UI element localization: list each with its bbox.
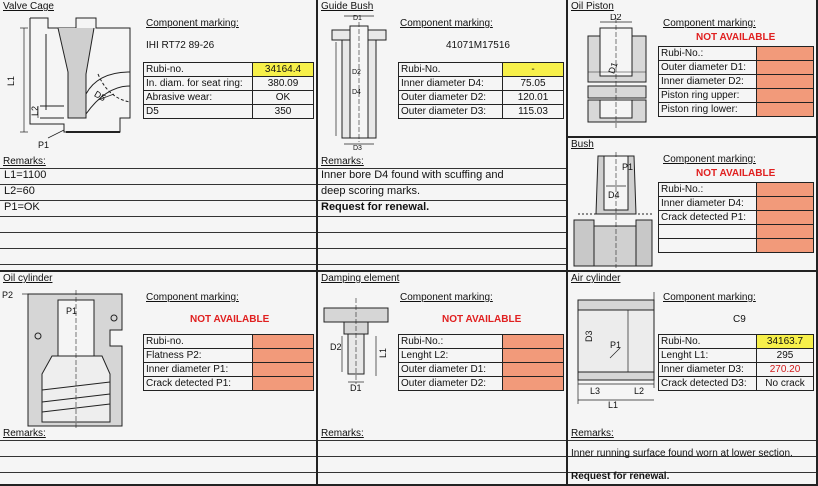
p1-label: P1 xyxy=(610,340,622,350)
component-marking-value: IHI RT72 89-26 xyxy=(146,40,215,51)
d1-label: D1 xyxy=(353,15,362,22)
table-row xyxy=(399,63,564,77)
row-label: Outer diameter D3: xyxy=(399,105,503,119)
row-value[interactable] xyxy=(253,335,314,349)
table-row xyxy=(144,363,314,377)
remark-line-3: Request for renewal. xyxy=(321,201,430,213)
row-label: Outer diameter D1: xyxy=(659,61,757,75)
oil-piston-table xyxy=(658,46,814,117)
row-label: Inner diameter P1: xyxy=(144,363,253,377)
component-marking-label: Component marking: xyxy=(146,292,239,303)
valve-cage-panel xyxy=(0,0,318,272)
panel-title: Damping element xyxy=(321,273,400,284)
remarks-label: Remarks: xyxy=(3,428,46,439)
table-row xyxy=(144,105,314,119)
row-label: Lenght L1: xyxy=(659,349,757,363)
damping-element-panel xyxy=(318,272,568,486)
row-label: Rubi-No.: xyxy=(659,47,757,61)
component-marking-label: Component marking: xyxy=(146,18,239,29)
row-value[interactable] xyxy=(757,47,814,61)
remark-line-3: P1=OK xyxy=(4,201,40,213)
air-cylinder-table xyxy=(658,334,814,391)
remark-line-1: L1=1100 xyxy=(4,169,47,181)
d1-label: D1 xyxy=(606,60,620,76)
row-value[interactable] xyxy=(503,349,564,363)
row-value[interactable]: 295 xyxy=(757,349,814,363)
row-label: Piston ring upper: xyxy=(659,89,757,103)
row-label: Rubi-no. xyxy=(144,63,253,77)
remarks-label: Remarks: xyxy=(321,428,364,439)
valve-cage-drawing xyxy=(2,14,142,164)
row-label: Crack detected P1: xyxy=(659,211,757,225)
row-value[interactable]: 350 xyxy=(253,105,314,119)
oil-cylinder-panel xyxy=(0,272,318,486)
remark-line-1: Inner running surface found worn at lower section. xyxy=(571,448,793,459)
l1-label: L1 xyxy=(6,75,16,86)
d2-label: D2 xyxy=(330,342,342,352)
table-row xyxy=(659,335,814,349)
d3-label: D3 xyxy=(353,145,362,152)
row-label: Piston ring lower: xyxy=(659,103,757,117)
component-marking-value: NOT AVAILABLE xyxy=(190,314,270,325)
oil-cylinder-table xyxy=(143,334,314,391)
row-label: Inner diameter D2: xyxy=(659,75,757,89)
row-value[interactable]: 270.20 xyxy=(757,363,814,377)
table-row xyxy=(659,103,814,117)
l2-label: L2 xyxy=(634,386,645,396)
table-row xyxy=(144,349,314,363)
component-marking-label: Component marking: xyxy=(663,18,756,29)
oil-cylinder-drawing xyxy=(2,286,142,434)
row-value[interactable] xyxy=(253,363,314,377)
table-row xyxy=(144,91,314,105)
row-label: Rubi-No.: xyxy=(399,335,503,349)
row-label: Outer diameter D1: xyxy=(399,363,503,377)
l2-label: L2 xyxy=(30,105,40,116)
row-label: Inner diameter D4: xyxy=(399,77,503,91)
row-label: Rubi-no. xyxy=(144,335,253,349)
remarks-lines xyxy=(0,168,316,265)
table-row xyxy=(399,105,564,119)
remarks-label: Remarks: xyxy=(3,156,46,167)
row-label: Outer diameter D2: xyxy=(399,91,503,105)
row-value[interactable] xyxy=(503,377,564,391)
remarks-lines xyxy=(318,168,566,265)
remark-line-2: Request for renewal. xyxy=(571,471,670,482)
row-value[interactable]: 115.03 xyxy=(503,105,564,119)
table-row xyxy=(659,61,814,75)
panel-title: Oil cylinder xyxy=(3,273,53,284)
bush-drawing xyxy=(570,150,656,270)
component-marking-label: Component marking: xyxy=(663,292,756,303)
row-value[interactable] xyxy=(503,363,564,377)
row-label xyxy=(659,239,757,253)
component-marking-label: Component marking: xyxy=(400,18,493,29)
row-label: Inner diameter D3: xyxy=(659,363,757,377)
row-label: Crack detected D3: xyxy=(659,377,757,391)
p1-label: P1 xyxy=(38,140,50,150)
row-label: Rubi-No. xyxy=(659,335,757,349)
table-row xyxy=(659,225,814,239)
row-value[interactable] xyxy=(757,75,814,89)
table-row xyxy=(144,377,314,391)
l1-label: L1 xyxy=(378,347,388,358)
row-value[interactable]: OK xyxy=(253,91,314,105)
remark-line-2: L2=60 xyxy=(4,185,35,197)
table-row xyxy=(144,335,314,349)
table-row xyxy=(144,63,314,77)
remark-line-2: deep scoring marks. xyxy=(321,185,421,197)
component-marking-value: NOT AVAILABLE xyxy=(696,168,776,179)
panel-title: Valve Cage xyxy=(3,1,54,12)
row-value[interactable] xyxy=(757,197,814,211)
component-marking-value: 41071M17516 xyxy=(446,40,510,51)
panel-title: Oil Piston xyxy=(571,1,614,12)
d2-label: D2 xyxy=(352,69,361,76)
row-value[interactable]: 75.05 xyxy=(503,77,564,91)
row-label: Rubi-No.: xyxy=(659,183,757,197)
row-value[interactable] xyxy=(757,61,814,75)
air-cylinder-panel xyxy=(568,272,818,486)
row-value[interactable] xyxy=(757,89,814,103)
table-row xyxy=(659,89,814,103)
row-label: Outer diameter D2: xyxy=(399,377,503,391)
row-label: Abrasive wear: xyxy=(144,91,253,105)
damping-element-table xyxy=(398,334,564,391)
bush-table xyxy=(658,182,814,253)
air-cylinder-drawing xyxy=(570,288,662,408)
damping-element-drawing xyxy=(320,292,396,392)
table-row xyxy=(659,211,814,225)
table-row xyxy=(659,349,814,363)
row-value[interactable] xyxy=(503,335,564,349)
table-row xyxy=(399,77,564,91)
guide-bush-panel xyxy=(318,0,568,272)
row-value[interactable] xyxy=(253,349,314,363)
p1-label: P1 xyxy=(622,162,634,172)
d4-label: D4 xyxy=(608,190,620,200)
table-row xyxy=(659,239,814,253)
row-value[interactable]: 34163.7 xyxy=(757,335,814,349)
d4-label: D4 xyxy=(352,89,361,96)
guide-bush-table xyxy=(398,62,564,119)
row-value[interactable]: No crack xyxy=(757,377,814,391)
component-marking-value: C9 xyxy=(733,314,746,325)
row-value[interactable]: 380.09 xyxy=(253,77,314,91)
row-label: Inner diameter D4: xyxy=(659,197,757,211)
row-value[interactable] xyxy=(757,225,814,239)
d5-label: D5 xyxy=(92,88,108,104)
remarks-label: Remarks: xyxy=(321,156,364,167)
row-label: Crack detected P1: xyxy=(144,377,253,391)
component-marking-label: Component marking: xyxy=(400,292,493,303)
row-value[interactable] xyxy=(757,211,814,225)
table-row xyxy=(399,363,564,377)
row-value[interactable]: 120.01 xyxy=(503,91,564,105)
panel-title: Guide Bush xyxy=(321,1,374,12)
row-value[interactable] xyxy=(757,239,814,253)
row-value[interactable] xyxy=(757,103,814,117)
p2-label: P2 xyxy=(2,290,14,300)
row-value[interactable] xyxy=(253,377,314,391)
row-value[interactable]: 34164.4 xyxy=(253,63,314,77)
table-row xyxy=(399,91,564,105)
table-row xyxy=(399,335,564,349)
table-row xyxy=(659,197,814,211)
row-value[interactable]: - xyxy=(503,63,564,77)
table-row xyxy=(659,183,814,197)
oil-piston-panel xyxy=(568,0,818,138)
component-marking-value: NOT AVAILABLE xyxy=(442,314,522,325)
table-row xyxy=(399,377,564,391)
table-row xyxy=(659,47,814,61)
table-row xyxy=(144,77,314,91)
row-label: Rubi-No. xyxy=(399,63,503,77)
valve-cage-table xyxy=(143,62,314,119)
bush-panel xyxy=(568,138,818,272)
guide-bush-drawing xyxy=(322,12,397,152)
remarks-label: Remarks: xyxy=(571,428,614,439)
table-row xyxy=(659,363,814,377)
row-label: Lenght L2: xyxy=(399,349,503,363)
table-row xyxy=(399,349,564,363)
p1-label: P1 xyxy=(66,306,78,316)
remark-line-1: Inner bore D4 found with scuffing and xyxy=(321,169,504,181)
component-marking-label: Component marking: xyxy=(663,154,756,165)
table-row xyxy=(659,377,814,391)
d1-label: D1 xyxy=(350,383,362,392)
remarks-lines xyxy=(0,440,316,473)
row-label: D5 xyxy=(144,105,253,119)
panel-title: Bush xyxy=(571,139,594,150)
l1-label: L1 xyxy=(608,400,619,408)
remarks-lines xyxy=(318,440,566,473)
row-label xyxy=(659,225,757,239)
panel-title: Air cylinder xyxy=(571,273,621,284)
d2-label: D2 xyxy=(610,14,622,22)
component-marking-value: NOT AVAILABLE xyxy=(696,32,776,43)
d3-label: D3 xyxy=(584,330,594,342)
table-row xyxy=(659,75,814,89)
l3-label: L3 xyxy=(590,386,601,396)
row-label: Flatness P2: xyxy=(144,349,253,363)
oil-piston-drawing xyxy=(574,14,656,134)
row-label: In. diam. for seat ring: xyxy=(144,77,253,91)
row-value[interactable] xyxy=(757,183,814,197)
